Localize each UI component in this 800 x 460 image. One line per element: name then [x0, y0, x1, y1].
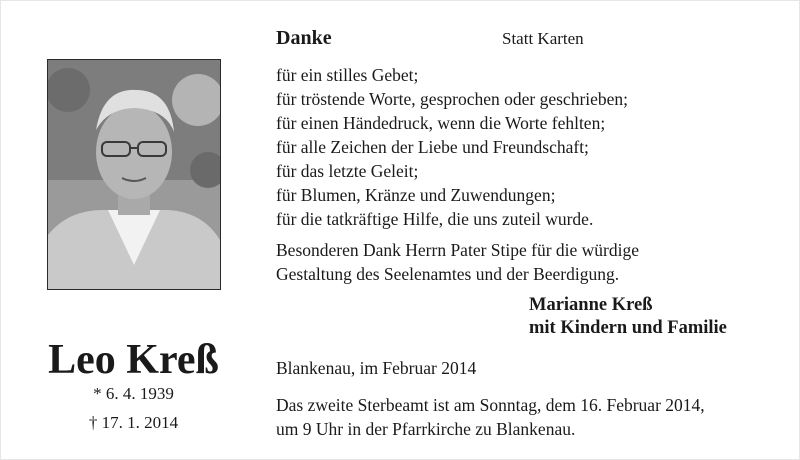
service-notice — [276, 393, 786, 441]
subheading: Statt Karten — [502, 29, 584, 48]
service-notice-line: um 9 Uhr in der Pfarrkirche zu Blankenau. — [276, 419, 576, 439]
thanks-list — [276, 63, 628, 231]
thanks-item: für die tatkräftige Hilfe, die uns zuteil wurde. — [276, 209, 594, 229]
place-date: Blankenau, im Februar 2014 — [276, 358, 477, 378]
portrait-photo — [47, 59, 221, 290]
special-thanks-line: Gestaltung des Seelenamtes und der Beerdigung. — [276, 264, 620, 284]
service-notice-line: Das zweite Sterbeamt ist am Sonntag, dem 16. Februar 2014, — [276, 395, 705, 415]
thanks-item: für ein stilles Gebet; — [276, 65, 419, 85]
signature-name: Marianne Kreß — [529, 295, 653, 315]
birth-date: * 6. 4. 1939 — [93, 384, 174, 403]
thanks-item: für alle Zeichen der Liebe und Freundschaft; — [276, 137, 589, 157]
thanks-item: für einen Händedruck, wenn die Worte fehlten; — [276, 113, 606, 133]
deceased-name: Leo Kreß — [48, 337, 219, 383]
signature — [529, 294, 727, 340]
special-thanks-line: Besonderen Dank Herrn Pater Stipe für die würdige — [276, 240, 640, 260]
page-title: Danke — [276, 27, 332, 49]
signature-family: mit Kindern und Familie — [529, 318, 727, 338]
thanks-item: für das letzte Geleit; — [276, 161, 419, 181]
thanks-item: für tröstende Worte, gesprochen oder geschrieben; — [276, 89, 629, 109]
death-date: † 17. 1. 2014 — [88, 413, 179, 432]
special-thanks — [276, 238, 776, 286]
portrait-image — [48, 60, 220, 289]
thanks-item: für Blumen, Kränze und Zuwendungen; — [276, 185, 556, 205]
